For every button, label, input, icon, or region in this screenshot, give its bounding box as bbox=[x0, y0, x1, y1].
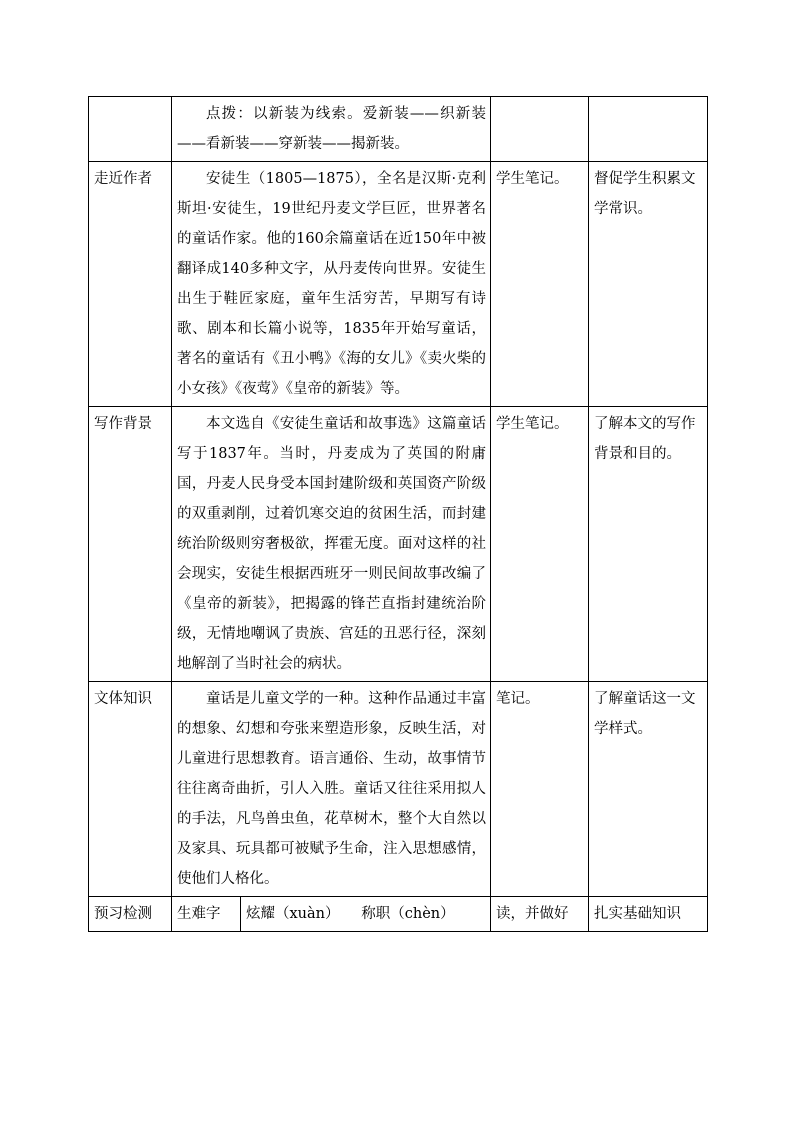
table-row bbox=[89, 682, 708, 897]
table-row bbox=[89, 97, 708, 162]
lesson-plan-table bbox=[88, 96, 708, 932]
design-intent: 了解童话这一文学样式。 bbox=[589, 682, 708, 897]
design-intent: 督促学生积累文学常识。 bbox=[589, 162, 708, 407]
row-label: 预习检测 bbox=[89, 897, 172, 932]
content-paragraph: 点拨：以新装为线索。爱新装——织新装——看新装——穿新装——揭新装。 bbox=[177, 106, 486, 152]
student-activity: 学生笔记。 bbox=[491, 407, 589, 682]
row-label: 文体知识 bbox=[89, 682, 172, 897]
row-content bbox=[172, 407, 491, 682]
row-content bbox=[172, 162, 491, 407]
row-content bbox=[172, 682, 491, 897]
row-label bbox=[89, 97, 172, 162]
table-row bbox=[89, 407, 708, 682]
content-paragraph: 安徒生（1805—1875），全名是汉斯·克利斯坦·安徒生，19世纪丹麦文学巨匠，世界著名的童话作家。他的160余篇童话在近150年中被翻译成140多种文字，从丹麦传向世界。安徒生出生于鞋匠家庭，童年生活穷苦，早期写有诗歌、剧本和长篇小说等，1835年开始写童话，著名的童话有《丑小鸭》《海的女儿》《卖火柴的小女孩》《夜莺》《皇帝的新装》等。 bbox=[177, 171, 486, 397]
student-activity: 读，并做好 bbox=[491, 897, 589, 932]
table-row bbox=[89, 162, 708, 407]
student-activity: 笔记。 bbox=[491, 682, 589, 897]
student-activity bbox=[491, 97, 589, 162]
row-content bbox=[172, 97, 491, 162]
sub-label: 生难字 bbox=[172, 897, 241, 932]
row-label: 走近作者 bbox=[89, 162, 172, 407]
content-paragraph: 本文选自《安徒生童话和故事选》这篇童话写于1837年。当时，丹麦成为了英国的附庸国，丹麦人民身受本国封建阶级和英国资产阶级的双重剥削，过着饥寒交迫的贫困生活，而封建统治阶级则穷奢极欲，挥霍无度。面对这样的社会现实，安徒生根据西班牙一则民间故事改编了《皇帝的新装》，把揭露的锋芒直指封建统治阶级，无情地嘲讽了贵族、宫廷的丑恶行径，深刻地解剖了当时社会的病状。 bbox=[177, 416, 486, 672]
content-paragraph: 童话是儿童文学的一种。这种作品通过丰富的想象、幻想和夸张来塑造形象，反映生活，对儿童进行思想教育。语言通俗、生动，故事情节往往离奇曲折，引人入胜。童话又往往采用拟人的手法，凡鸟兽虫鱼，花草树木，整个大自然以及家具、玩具都可被赋予生命，注入思想感情，使他们人格化。 bbox=[177, 691, 486, 887]
design-intent: 扎实基础知识 bbox=[589, 897, 708, 932]
vocab-words: 炫耀（xuàn） 称职（chèn） bbox=[241, 897, 491, 932]
design-intent bbox=[589, 97, 708, 162]
design-intent: 了解本文的写作背景和目的。 bbox=[589, 407, 708, 682]
student-activity: 学生笔记。 bbox=[491, 162, 589, 407]
table-row bbox=[89, 897, 708, 932]
row-label: 写作背景 bbox=[89, 407, 172, 682]
